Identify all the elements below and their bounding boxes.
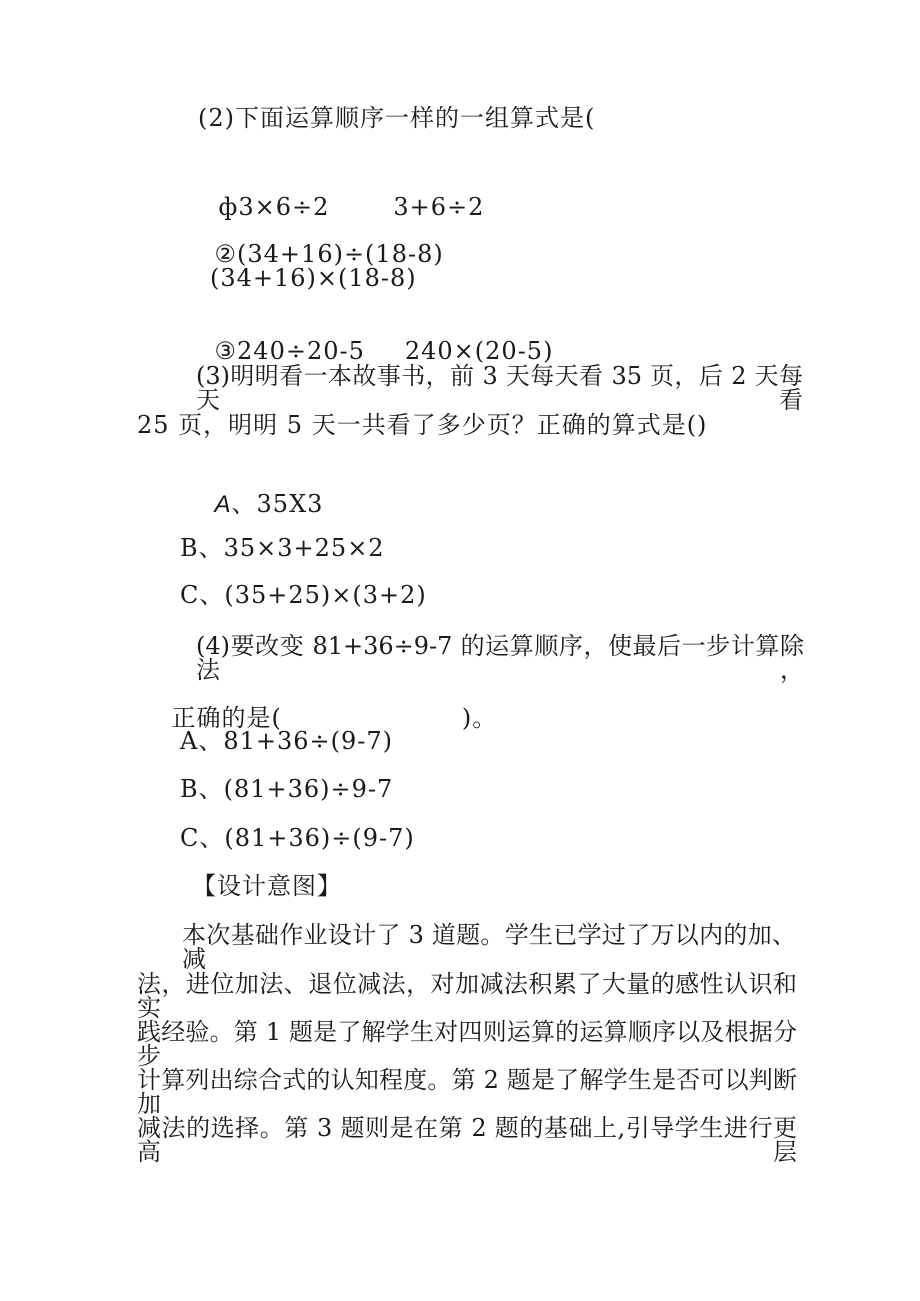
q3-option-b: B、35×3+25×2	[180, 534, 385, 562]
q4-stem-line2-start: 正确的是(	[171, 704, 282, 732]
q2-pair3-left: 240÷20-5	[237, 337, 365, 365]
design-line-1: 本次基础作业设计了 3 道题。学生已学过了万以内的加、减	[182, 921, 796, 973]
q4-stem-line1: (4)要改变 81+36÷9-7 的运算顺序，使最后一步计算除法，	[196, 632, 804, 684]
q2-pair2-marker: ②	[214, 240, 238, 268]
q2-stem: (2)下面运算顺序一样的一组算式是(	[198, 104, 596, 132]
q3-stem-line2: 25 页，明明 5 天一共看了多少页？正确的算式是()	[137, 411, 708, 439]
q2-pair2-left: (34+16)÷(18-8)	[237, 240, 444, 268]
q2-pair1-left: 3×6÷2	[238, 193, 330, 221]
q3-option-a-text: 、35X3	[231, 490, 324, 518]
q4-stem-line2-end: )。	[461, 704, 498, 732]
q2-pair1-right: 3+6÷2	[393, 193, 485, 221]
q2-pair3-right: 240×(20-5)	[404, 337, 554, 365]
q3-option-a	[180, 468, 323, 541]
q4-option-b: B、(81+36)÷9-7	[180, 775, 394, 803]
q3-stem-line1: (3)明明看一本故事书，前 3 天每天看 35 页，后 2 天每天看	[196, 362, 803, 414]
q3-option-a-letter: A	[214, 491, 232, 518]
design-line-4: 计算列出综合式的认知程度。第 2 题是了解学生是否可以判断加	[137, 1066, 797, 1118]
q2-pair3-marker: ③	[214, 337, 238, 365]
q2-pair2-right: (34+16)×(18-8)	[210, 264, 417, 292]
q4-option-c: C、(81+36)÷(9-7)	[180, 824, 415, 852]
design-line-3: 践经验。第 1 题是了解学生对四则运算的运算顺序以及根据分步	[137, 1018, 797, 1070]
q3-option-c: C、(35+25)×(3+2)	[180, 581, 427, 609]
design-line-2: 法，进位加法、退位减法，对加减法积累了大量的感性认识和实	[137, 970, 797, 1022]
design-line-5: 减法的选择。第 3 题则是在第 2 题的基础上,引导学生进行更高层	[137, 1114, 797, 1166]
q4-option-a: A、81+36÷(9-7)	[180, 727, 394, 755]
design-heading: 【设计意图】	[192, 872, 342, 900]
q2-pair1-marker: ф	[218, 193, 239, 221]
